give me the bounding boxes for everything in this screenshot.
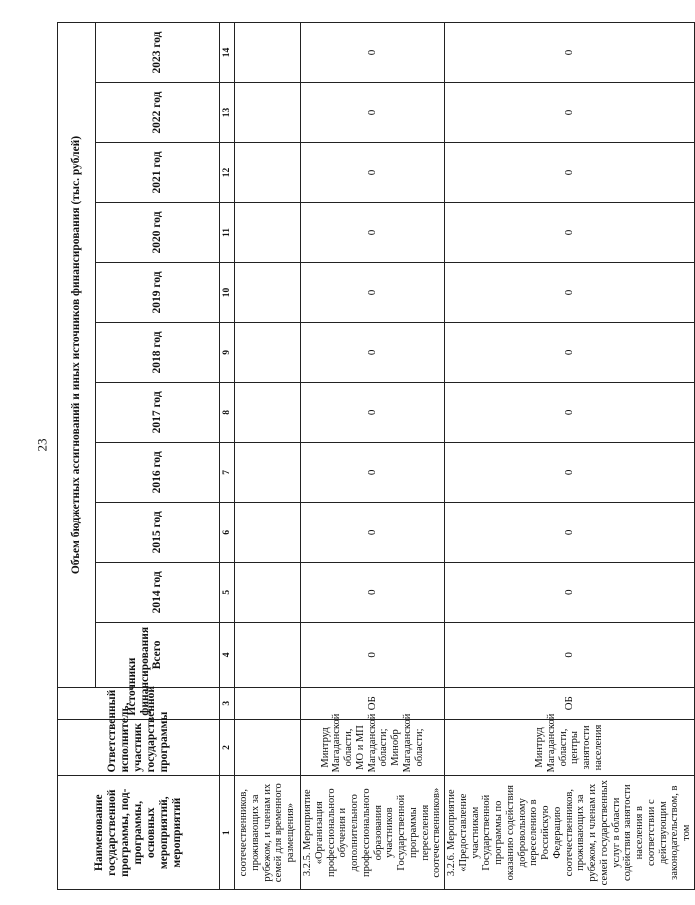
- row-name: 3.2.5. Мероприятие «Организация профессионального обучения и дополнительного профессионального образования участников Государственной программы переселения соотечественников»: [301, 776, 445, 890]
- table-row: [301, 23, 445, 890]
- header-source: Источники финансирования: [58, 688, 220, 720]
- column-number: 11: [220, 202, 235, 262]
- row-value: 0: [445, 382, 695, 442]
- row-value: 0: [445, 322, 695, 382]
- row-responsible: Минтруд Магаданской области, центры занятости населения: [445, 719, 695, 776]
- row-value: 0: [301, 442, 445, 502]
- row-value: 0: [301, 202, 445, 262]
- header-year: 2022 год: [96, 83, 220, 143]
- rotated-table: [57, 22, 692, 890]
- column-number: 5: [220, 562, 235, 622]
- row-value: [235, 202, 301, 262]
- row-value: 0: [301, 83, 445, 143]
- header-year: 2018 год: [96, 322, 220, 382]
- row-name: 3.2.6. Мероприятие «Предоставление участникам Государственной программы по оказанию содействия добровольному переселению в Российскую Федерацию соотечественников, проживающих за рубежом, и членам их семей государственных услуг в области содействия занятости населения в соответствии с действующим законодательством, в том: [445, 776, 695, 890]
- column-number: 14: [220, 23, 235, 83]
- row-value: 0: [445, 622, 695, 687]
- row-name: соотечественников, проживающих за рубежом, и членам их семей для временного размещения»: [235, 776, 301, 890]
- row-value: 0: [445, 562, 695, 622]
- row-value: 0: [445, 442, 695, 502]
- row-source: [235, 688, 301, 720]
- column-number: 6: [220, 502, 235, 562]
- header-total: Всего: [96, 622, 220, 687]
- row-value: 0: [301, 382, 445, 442]
- header-year: 2019 год: [96, 262, 220, 322]
- row-value: 0: [445, 143, 695, 203]
- column-number: 8: [220, 382, 235, 442]
- financing-table: [57, 22, 695, 890]
- table-row: [445, 23, 695, 890]
- row-value: [235, 143, 301, 203]
- header-year: 2014 год: [96, 562, 220, 622]
- header-year: 2023 год: [96, 23, 220, 83]
- row-value: 0: [301, 562, 445, 622]
- row-source: ОБ: [445, 688, 695, 720]
- header-year: 2016 год: [96, 442, 220, 502]
- row-value: [235, 562, 301, 622]
- row-value: [235, 502, 301, 562]
- row-value: 0: [301, 262, 445, 322]
- row-value: 0: [445, 202, 695, 262]
- row-source: ОБ: [301, 688, 445, 720]
- row-value: [235, 322, 301, 382]
- row-value: 0: [445, 502, 695, 562]
- row-value: 0: [301, 143, 445, 203]
- row-value: 0: [301, 622, 445, 687]
- row-value: 0: [445, 23, 695, 83]
- row-value: 0: [301, 23, 445, 83]
- row-value: [235, 622, 301, 687]
- row-value: 0: [301, 502, 445, 562]
- header-name: Наименование государственной программы, под-программы, основных мероприятий, мероприятий: [58, 776, 220, 890]
- header-responsible: Ответственный исполнитель, участник государственной программы: [58, 719, 220, 776]
- row-value: [235, 23, 301, 83]
- column-number: 7: [220, 442, 235, 502]
- row-value: [235, 382, 301, 442]
- row-value: 0: [445, 262, 695, 322]
- header-volume: Объем бюджетных ассигнований и иных источников финансирования (тыс. рублей): [58, 23, 96, 688]
- header-year: 2021 год: [96, 143, 220, 203]
- header-year: 2017 год: [96, 382, 220, 442]
- column-number: 10: [220, 262, 235, 322]
- header-year: 2015 год: [96, 502, 220, 562]
- table-row: [235, 23, 301, 890]
- row-responsible: [235, 719, 301, 776]
- row-value: [235, 262, 301, 322]
- column-number: 3: [220, 688, 235, 720]
- column-number: 9: [220, 322, 235, 382]
- header-year: 2020 год: [96, 202, 220, 262]
- column-number: 12: [220, 143, 235, 203]
- column-number: 2: [220, 719, 235, 776]
- row-value: 0: [445, 83, 695, 143]
- row-responsible: Минтруд Магаданской области, МО и МП Магаданской области; Минобр Магаданской области;: [301, 719, 445, 776]
- row-value: 0: [301, 322, 445, 382]
- rotated-table-frame: [57, 22, 692, 890]
- row-value: [235, 442, 301, 502]
- row-value: [235, 83, 301, 143]
- page-number: 23: [34, 438, 50, 452]
- column-number: 1: [220, 776, 235, 890]
- column-number: 13: [220, 83, 235, 143]
- column-number: 4: [220, 622, 235, 687]
